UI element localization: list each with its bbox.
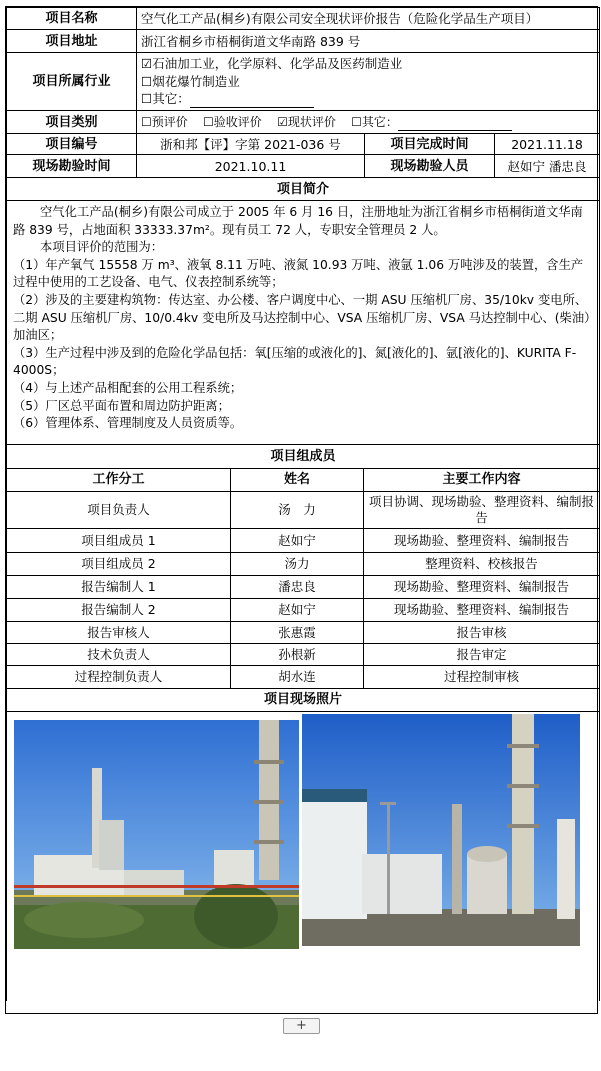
- site-photo-2: [302, 714, 580, 946]
- team-member-name: 汤力: [231, 552, 364, 575]
- industry-option-petrochemical[interactable]: ☑石油加工业，化学原料、化学品及医药制造业: [141, 56, 403, 72]
- team-role: 报告编制人 1: [7, 575, 231, 598]
- project-number-value: 浙和邦【评】字第 2021-036 号: [137, 134, 365, 155]
- team-duty: 过程控制审核: [364, 665, 600, 688]
- team-duty: 报告审定: [364, 643, 600, 665]
- project-number-label: 项目编号: [7, 134, 137, 155]
- team-duty: 现场勘验、整理资料、编制报告: [364, 575, 600, 598]
- type-option-pre[interactable]: ☐预评价: [141, 114, 188, 129]
- team-role: 过程控制负责人: [7, 665, 231, 688]
- team-duty: 现场勘验、整理资料、编制报告: [364, 528, 600, 552]
- site-photo-1-image: [14, 720, 299, 949]
- photos-title: 项目现场照片: [7, 688, 600, 711]
- team-row: [7, 552, 600, 575]
- industry-option-other-label: ☐其它：: [141, 91, 190, 107]
- project-info-sheet: [5, 6, 598, 1014]
- team-role: 报告审核人: [7, 621, 231, 643]
- team-member-name: 赵如宁: [231, 528, 364, 552]
- team-role: 项目组成员 1: [7, 528, 231, 552]
- team-row: [7, 575, 600, 598]
- team-member-name: 汤 力: [231, 491, 364, 528]
- project-name-label: 项目名称: [7, 8, 137, 30]
- survey-time-label: 现场勘验时间: [7, 155, 137, 178]
- intro-paragraph: （6）管理体系、管理制度及人员资质等。: [13, 416, 243, 431]
- project-industry-label: 项目所属行业: [7, 53, 137, 111]
- site-photo-2-image: [302, 714, 580, 946]
- project-type-label: 项目类别: [7, 111, 137, 134]
- team-row: [7, 491, 600, 528]
- intro-title: 项目简介: [7, 178, 600, 201]
- survey-staff-value: 赵如宁 潘忠良: [495, 155, 600, 178]
- team-row: [7, 643, 600, 665]
- project-address-label: 项目地址: [7, 30, 137, 53]
- intro-paragraph: 空气化工产品(桐乡)有限公司成立于 2005 年 6 月 16 日，注册地址为浙江省桐乡市梧桐街道文华南路 839 号，占地面积 33333.37m²。现有员工 72 人，专职安全管理员 2 人。: [13, 205, 583, 237]
- industry-other-blank: [190, 93, 314, 108]
- team-role: 报告编制人 2: [7, 598, 231, 621]
- team-row: [7, 528, 600, 552]
- project-industry-options: [137, 53, 600, 111]
- photos-cell: [7, 711, 600, 1001]
- intro-paragraph: （3）生产过程中涉及到的危险化学品包括：氧[压缩的或液化的]、氮[液化的]、氩[液化的]、KURITA F-4000S；: [13, 345, 577, 378]
- team-role: 项目负责人: [7, 491, 231, 528]
- intro-paragraph: （5）厂区总平面布置和周边防护距离；: [13, 398, 230, 413]
- intro-paragraph: （4）与上述产品相配套的公用工程系统；: [13, 380, 243, 395]
- team-duty: 报告审核: [364, 621, 600, 643]
- project-complete-value: 2021.11.18: [495, 134, 600, 155]
- team-table: [6, 445, 600, 1001]
- project-type-options: [137, 111, 600, 134]
- team-title: 项目组成员: [7, 445, 600, 468]
- team-duty: 项目协调、现场勘验、整理资料、编制报告: [364, 491, 600, 528]
- team-row: [7, 665, 600, 688]
- team-member-name: 张惠霞: [231, 621, 364, 643]
- intro-paragraph: 本项目评价的范围为：: [40, 240, 164, 255]
- team-member-name: 胡水连: [231, 665, 364, 688]
- team-duty: 现场勘验、整理资料、编制报告: [364, 598, 600, 621]
- team-member-name: 潘忠良: [231, 575, 364, 598]
- type-other-blank: [398, 116, 512, 131]
- project-complete-label: 项目完成时间: [365, 134, 495, 155]
- team-header-name: 姓名: [231, 468, 364, 491]
- team-member-name: 孙根新: [231, 643, 364, 665]
- industry-option-fireworks[interactable]: ☐烟花爆竹制造业: [141, 73, 240, 89]
- intro-paragraph: （2）涉及的主要建构筑物：传达室、办公楼、客户调度中心、一期 ASU 压缩机厂房、35/10kv 变电所、二期 ASU 压缩机厂房、10/0.4kv 变电所及马达控制中心、VSA 压缩机厂房、VSA 马达控制中心、(柴油）加油区；: [13, 292, 591, 343]
- project-info-table: [6, 7, 600, 445]
- team-role: 项目组成员 2: [7, 552, 231, 575]
- project-address-value: 浙江省桐乡市梧桐街道文华南路 839 号: [137, 30, 600, 53]
- survey-staff-label: 现场勘验人员: [365, 155, 495, 178]
- intro-body: [7, 201, 600, 445]
- survey-time-value: 2021.10.11: [137, 155, 365, 178]
- type-option-status[interactable]: ☑现状评价: [277, 114, 336, 129]
- industry-option-other[interactable]: [141, 90, 595, 108]
- team-row: [7, 621, 600, 643]
- type-option-other[interactable]: ☐其它：: [351, 114, 398, 129]
- team-role: 技术负责人: [7, 643, 231, 665]
- project-name-value: 空气化工产品(桐乡)有限公司安全现状评价报告（危险化学品生产项目）: [137, 8, 600, 30]
- team-duty: 整理资料、校核报告: [364, 552, 600, 575]
- site-photo-1: [14, 720, 299, 949]
- team-header-role: 工作分工: [7, 468, 231, 491]
- intro-paragraph: （1）年产氧气 15558 万 m³、液氧 8.11 万吨、液氮 10.93 万吨、液氩 1.06 万吨涉及的装置，含生产过程中使用的工艺设备、电气、仪表控制系统等；: [13, 257, 584, 290]
- team-member-name: 赵如宁: [231, 598, 364, 621]
- type-option-acceptance[interactable]: ☐验收评价: [203, 114, 262, 129]
- team-row: [7, 598, 600, 621]
- team-header-duty: 主要工作内容: [364, 468, 600, 491]
- expand-button[interactable]: +: [283, 1018, 320, 1034]
